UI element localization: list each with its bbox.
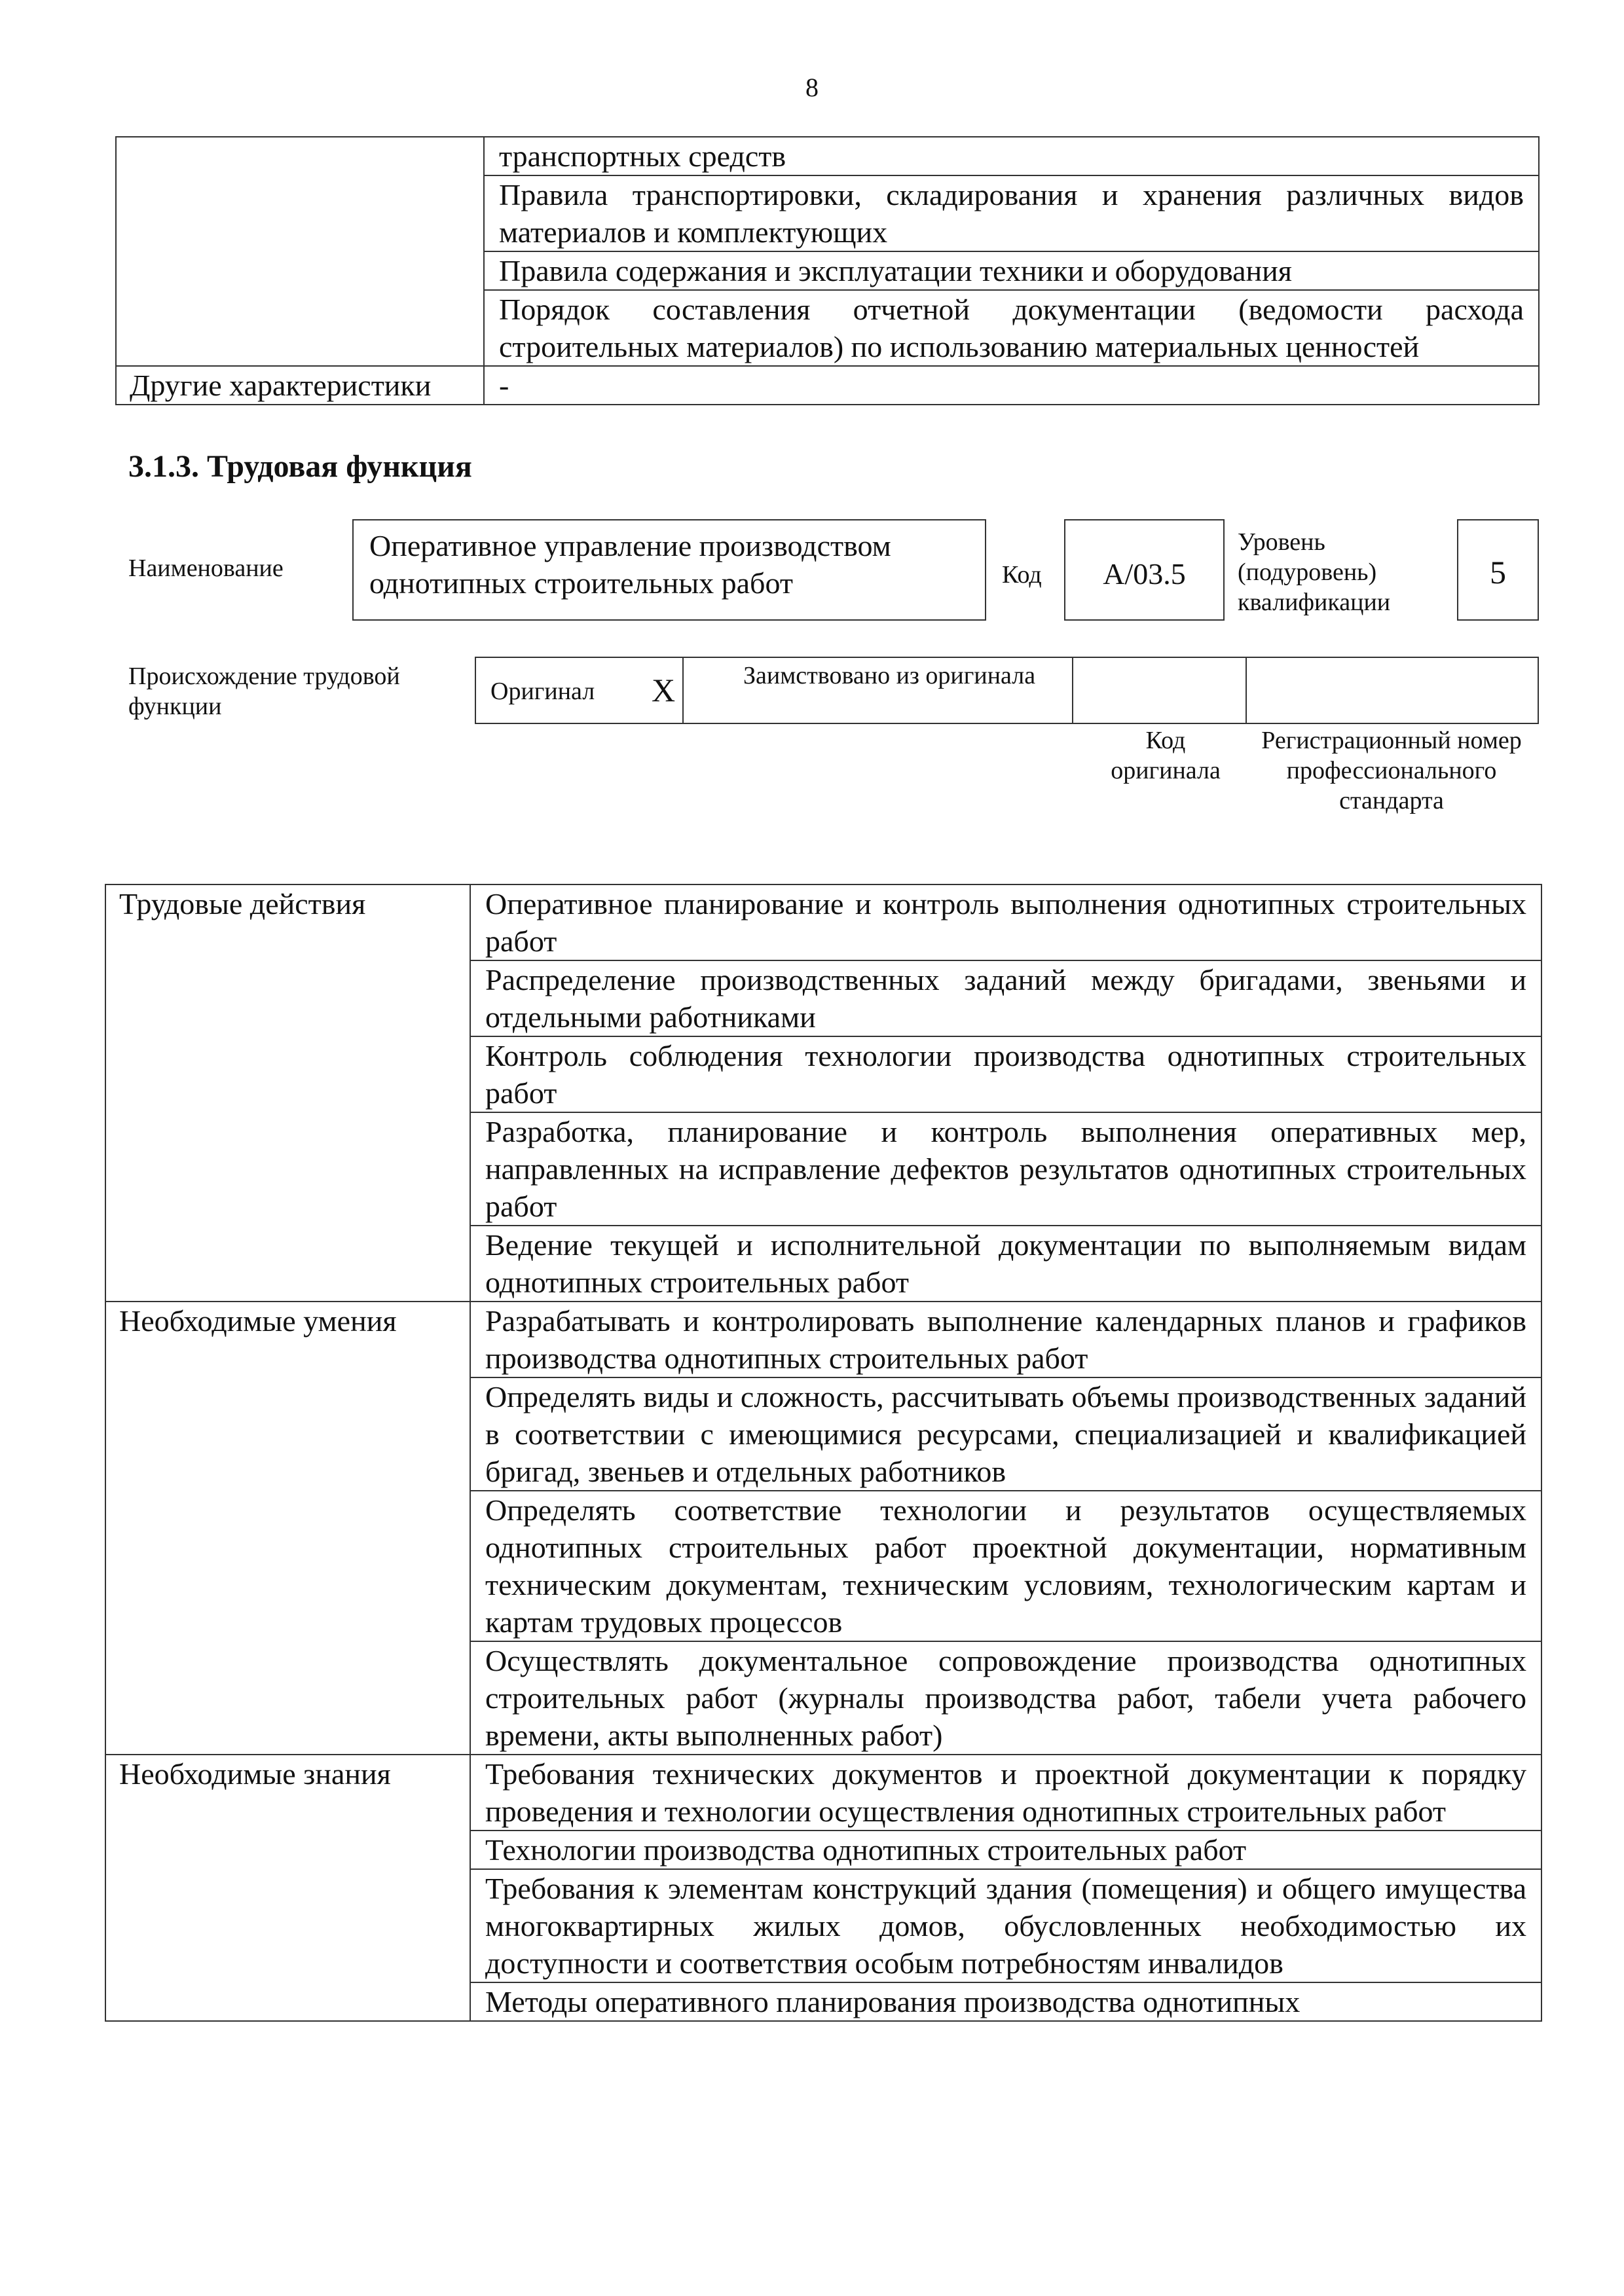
table-cell: Ведение текущей и исполнительной документации по выполняемым видам однотипных строительных работ	[470, 1226, 1541, 1302]
origin-label: Происхождение трудовой функции	[128, 663, 400, 720]
table-cell: Требования к элементам конструкций здания (помещения) и общего имущества многоквартирных жилых домов, обусловленных необходимостью их доступности и соответствия особым потребностям инвалидов	[470, 1869, 1541, 1982]
table-cell: Осуществлять документальное сопровождение производства однотипных строительных работ (журналы производства работ, табели учета рабочего времени, акты выполненных работ)	[470, 1641, 1541, 1755]
reg-number-caption: Регистрационный номер профессионального стандарта	[1261, 727, 1522, 814]
level-value: 5	[1457, 519, 1539, 621]
table-cell: транспортных средств	[484, 137, 1539, 175]
table-row	[105, 1302, 1541, 1377]
name-label: Наименование	[128, 555, 284, 582]
level-label: Уровень (подуровень) квалификации	[1238, 528, 1391, 616]
table-cell: Определять виды и сложность, рассчитывать объемы производственных заданий в соответствии с имеющимися ресурсами, специализацией и квалификацией бригад, звеньев и отдельных работников	[470, 1377, 1541, 1491]
table-cell: -	[484, 366, 1539, 405]
table-cell: Определять соответствие технологии и результатов осуществляемых однотипных строительных работ проектной документации, нормативным техническим документам, техническим условиям, технологическим картам и картам трудовых процессов	[470, 1491, 1541, 1641]
table-cell: Правила содержания и эксплуатации техники и оборудования	[484, 251, 1539, 290]
section-title: 3.1.3. Трудовая функция	[128, 449, 472, 484]
code-value: А/03.5	[1064, 519, 1225, 621]
page-number: 8	[805, 73, 819, 102]
row-label: Трудовые действия	[105, 884, 470, 1302]
name-value: Оперативное управление производством однотипных строительных работ	[352, 519, 986, 621]
code-label: Код	[1002, 561, 1042, 589]
orig-code-caption: Код оригинала	[1111, 727, 1221, 784]
table-cell: Порядок составления отчетной документации (ведомости расхода строительных материалов) по использованию материальных ценностей	[484, 290, 1539, 366]
origin-row	[475, 657, 1539, 724]
table-cell: Правила транспортировки, складирования и хранения различных видов материалов и комплектующих	[484, 175, 1539, 251]
table-row	[116, 137, 1539, 175]
original-label: Оригинал	[490, 678, 595, 705]
top-table	[115, 136, 1540, 405]
table-cell: Методы оперативного планирования производства однотипных	[470, 1982, 1541, 2021]
main-table	[105, 884, 1542, 2022]
table-row	[105, 884, 1541, 960]
row-label: Другие характеристики	[116, 366, 484, 405]
borrowed-label: Заимствовано из оригинала	[743, 662, 1036, 689]
table-cell: Оперативное планирование и контроль выполнения однотипных строительных работ	[470, 884, 1541, 960]
table-cell: Контроль соблюдения технологии производства однотипных строительных работ	[470, 1036, 1541, 1112]
row-label-empty	[116, 137, 484, 366]
table-row	[105, 1755, 1541, 1831]
table-cell: Требования технических документов и проектной документации к порядку проведения и технологии осуществления однотипных строительных работ	[470, 1755, 1541, 1831]
original-mark: X	[652, 672, 676, 708]
row-label: Необходимые умения	[105, 1302, 470, 1755]
table-cell: Разработка, планирование и контроль выполнения оперативных мер, направленных на исправление дефектов результатов однотипных строительных работ	[470, 1112, 1541, 1226]
row-label: Необходимые знания	[105, 1755, 470, 2021]
table-row	[116, 366, 1539, 405]
table-cell: Разрабатывать и контролировать выполнение календарных планов и графиков производства однотипных строительных работ	[470, 1302, 1541, 1377]
table-cell: Распределение производственных заданий между бригадами, звеньями и отдельными работниками	[470, 960, 1541, 1036]
table-cell: Технологии производства однотипных строительных работ	[470, 1831, 1541, 1869]
